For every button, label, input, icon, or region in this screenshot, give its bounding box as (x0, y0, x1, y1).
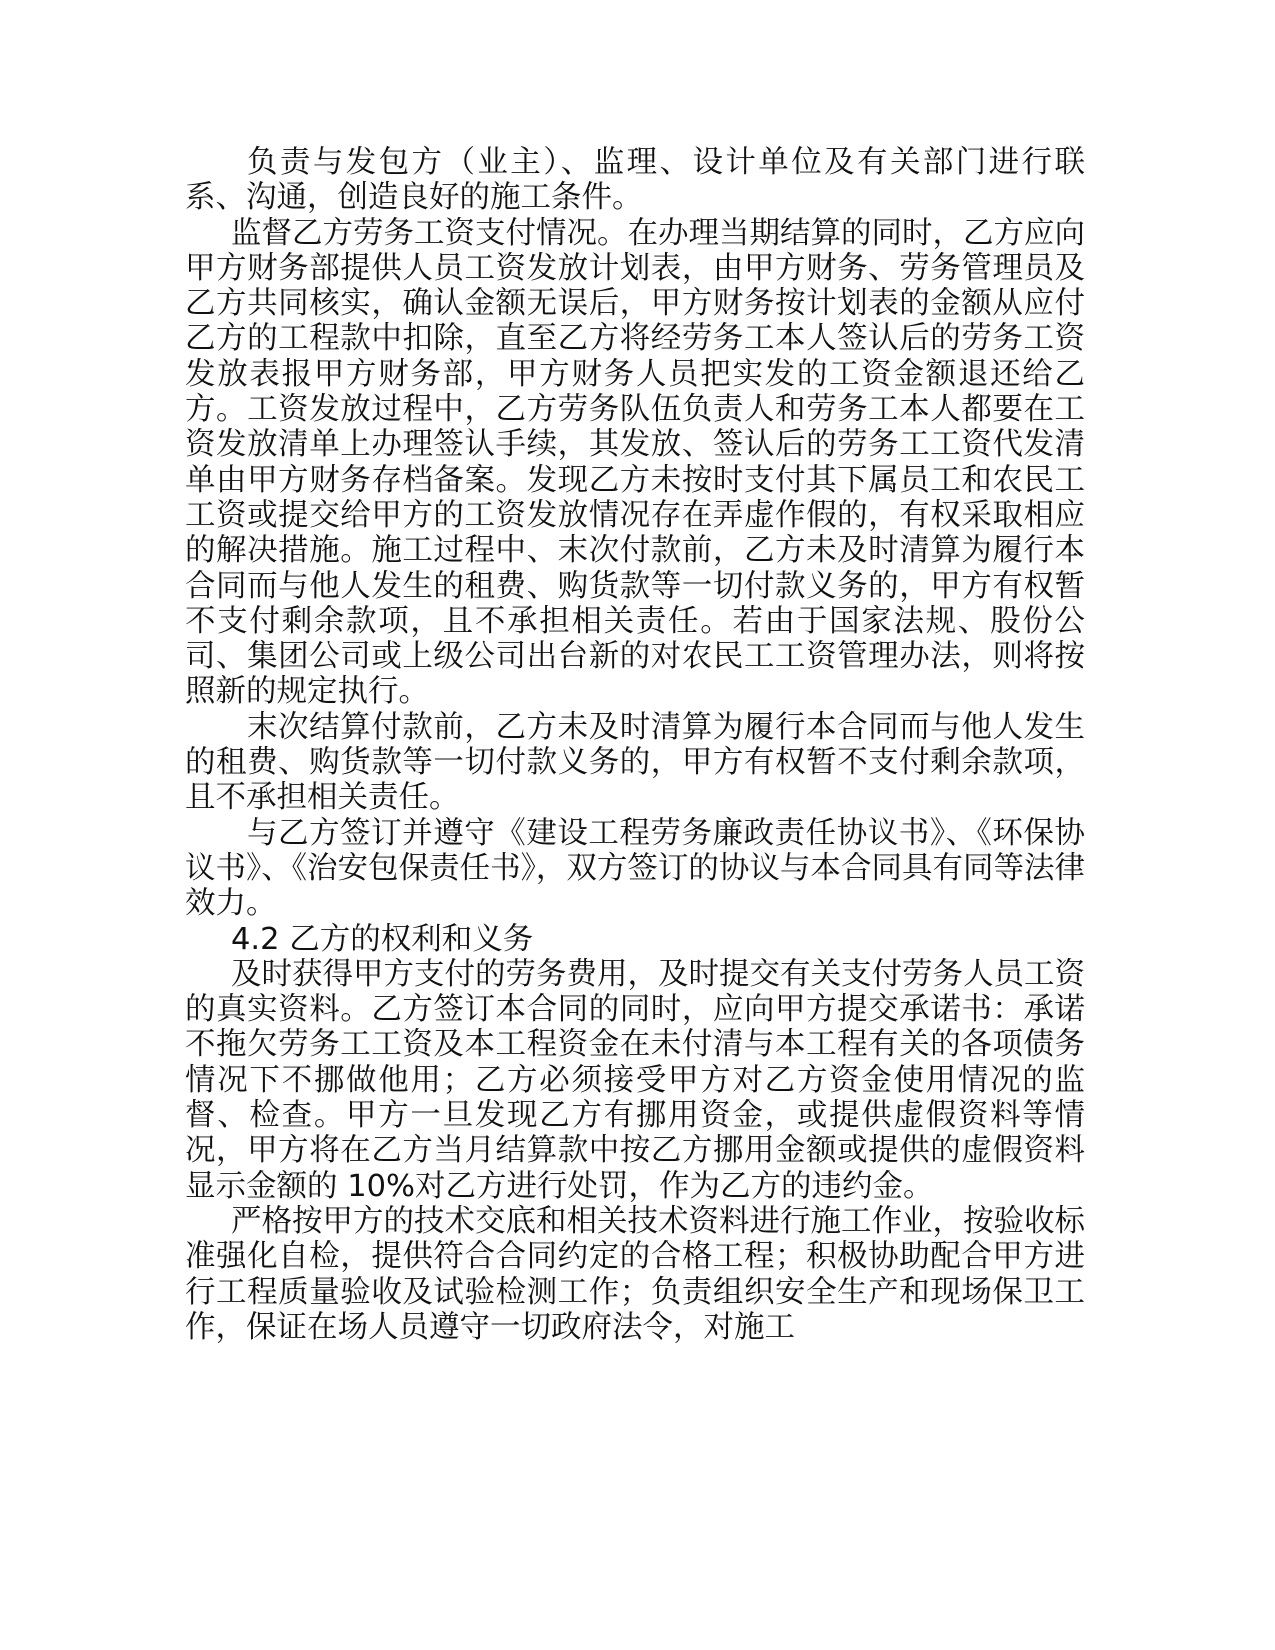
paragraph-contact-duties: 负责与发包方（业主）、监理、设计单位及有关部门进行联系、沟通，创造良好的施工条件。 (185, 145, 1085, 216)
document-body (185, 145, 1085, 1345)
paragraph-final-settlement: 末次结算付款前，乙方未及时清算为履行本合同而与他人发生的租费、购货款等一切付款义务的，甲方有权暂不支付剩余款项，且不承担相关责任。 (185, 709, 1085, 816)
paragraph-wage-supervision: 监督乙方劳务工资支付情况。在办理当期结算的同时，乙方应向甲方财务部提供人员工资发放计划表，由甲方财务、劳务管理员及乙方共同核实，确认金额无误后，甲方财务按计划表的金额从应付乙方的工程款中扣除，直至乙方将经劳务工本人签认后的劳务工资发放表报甲方财务部，甲方财务人员把实发的工资金额退还给乙方。工资发放过程中，乙方劳务队伍负责人和劳务工本人都要在工资发放清单上办理签认手续，其发放、签认后的劳务工工资代发清单由甲方财务存档备案。发现乙方未按时支付其下属员工和农民工工资或提交给甲方的工资发放情况存在弄虚作假的，有权采取相应的解决措施。施工过程中、末次付款前，乙方未及时清算为履行本合同而与他人发生的租费、购货款等一切付款义务的，甲方有权暂不支付剩余款项，且不承担相关责任。若由于国家法规、股份公司、集团公司或上级公司出台新的对农民工工资管理办法，则将按照新的规定执行。 (185, 215, 1085, 710)
paragraph-construction-quality: 严格按甲方的技术交底和相关技术资料进行施工作业，按验收标准强化自检，提供符合合同约定的合格工程；积极协助配合甲方进行工程质量验收及试验检测工作；负责组织安全生产和现场保卫工作，保证在场人员遵守一切政府法令，对施工 (185, 1203, 1085, 1345)
section-heading-4-2: 4.2 乙方的权利和义务 (231, 921, 534, 957)
paragraph-agreements: 与乙方签订并遵守《建设工程劳务廉政责任协议书》、《环保协议书》、《治安包保责任书》，双方签订的协议与本合同具有同等法律效力。 (185, 815, 1085, 922)
paragraph-labor-payment: 及时获得甲方支付的劳务费用，及时提交有关支付劳务人员工资的真实资料。乙方签订本合同的同时，应向甲方提交承诺书：承诺不拖欠劳务工工资及本工程资金在未付清与本工程有关的各项债务情况下不挪做他用；乙方必须接受甲方对乙方资金使用情况的监督、检查。甲方一旦发现乙方有挪用资金，或提供虚假资料等情况，甲方将在乙方当月结算款中按乙方挪用金额或提供的虚假资料显示金额的 10%对乙方进行处罚，作为乙方的违约金。 (185, 956, 1085, 1204)
